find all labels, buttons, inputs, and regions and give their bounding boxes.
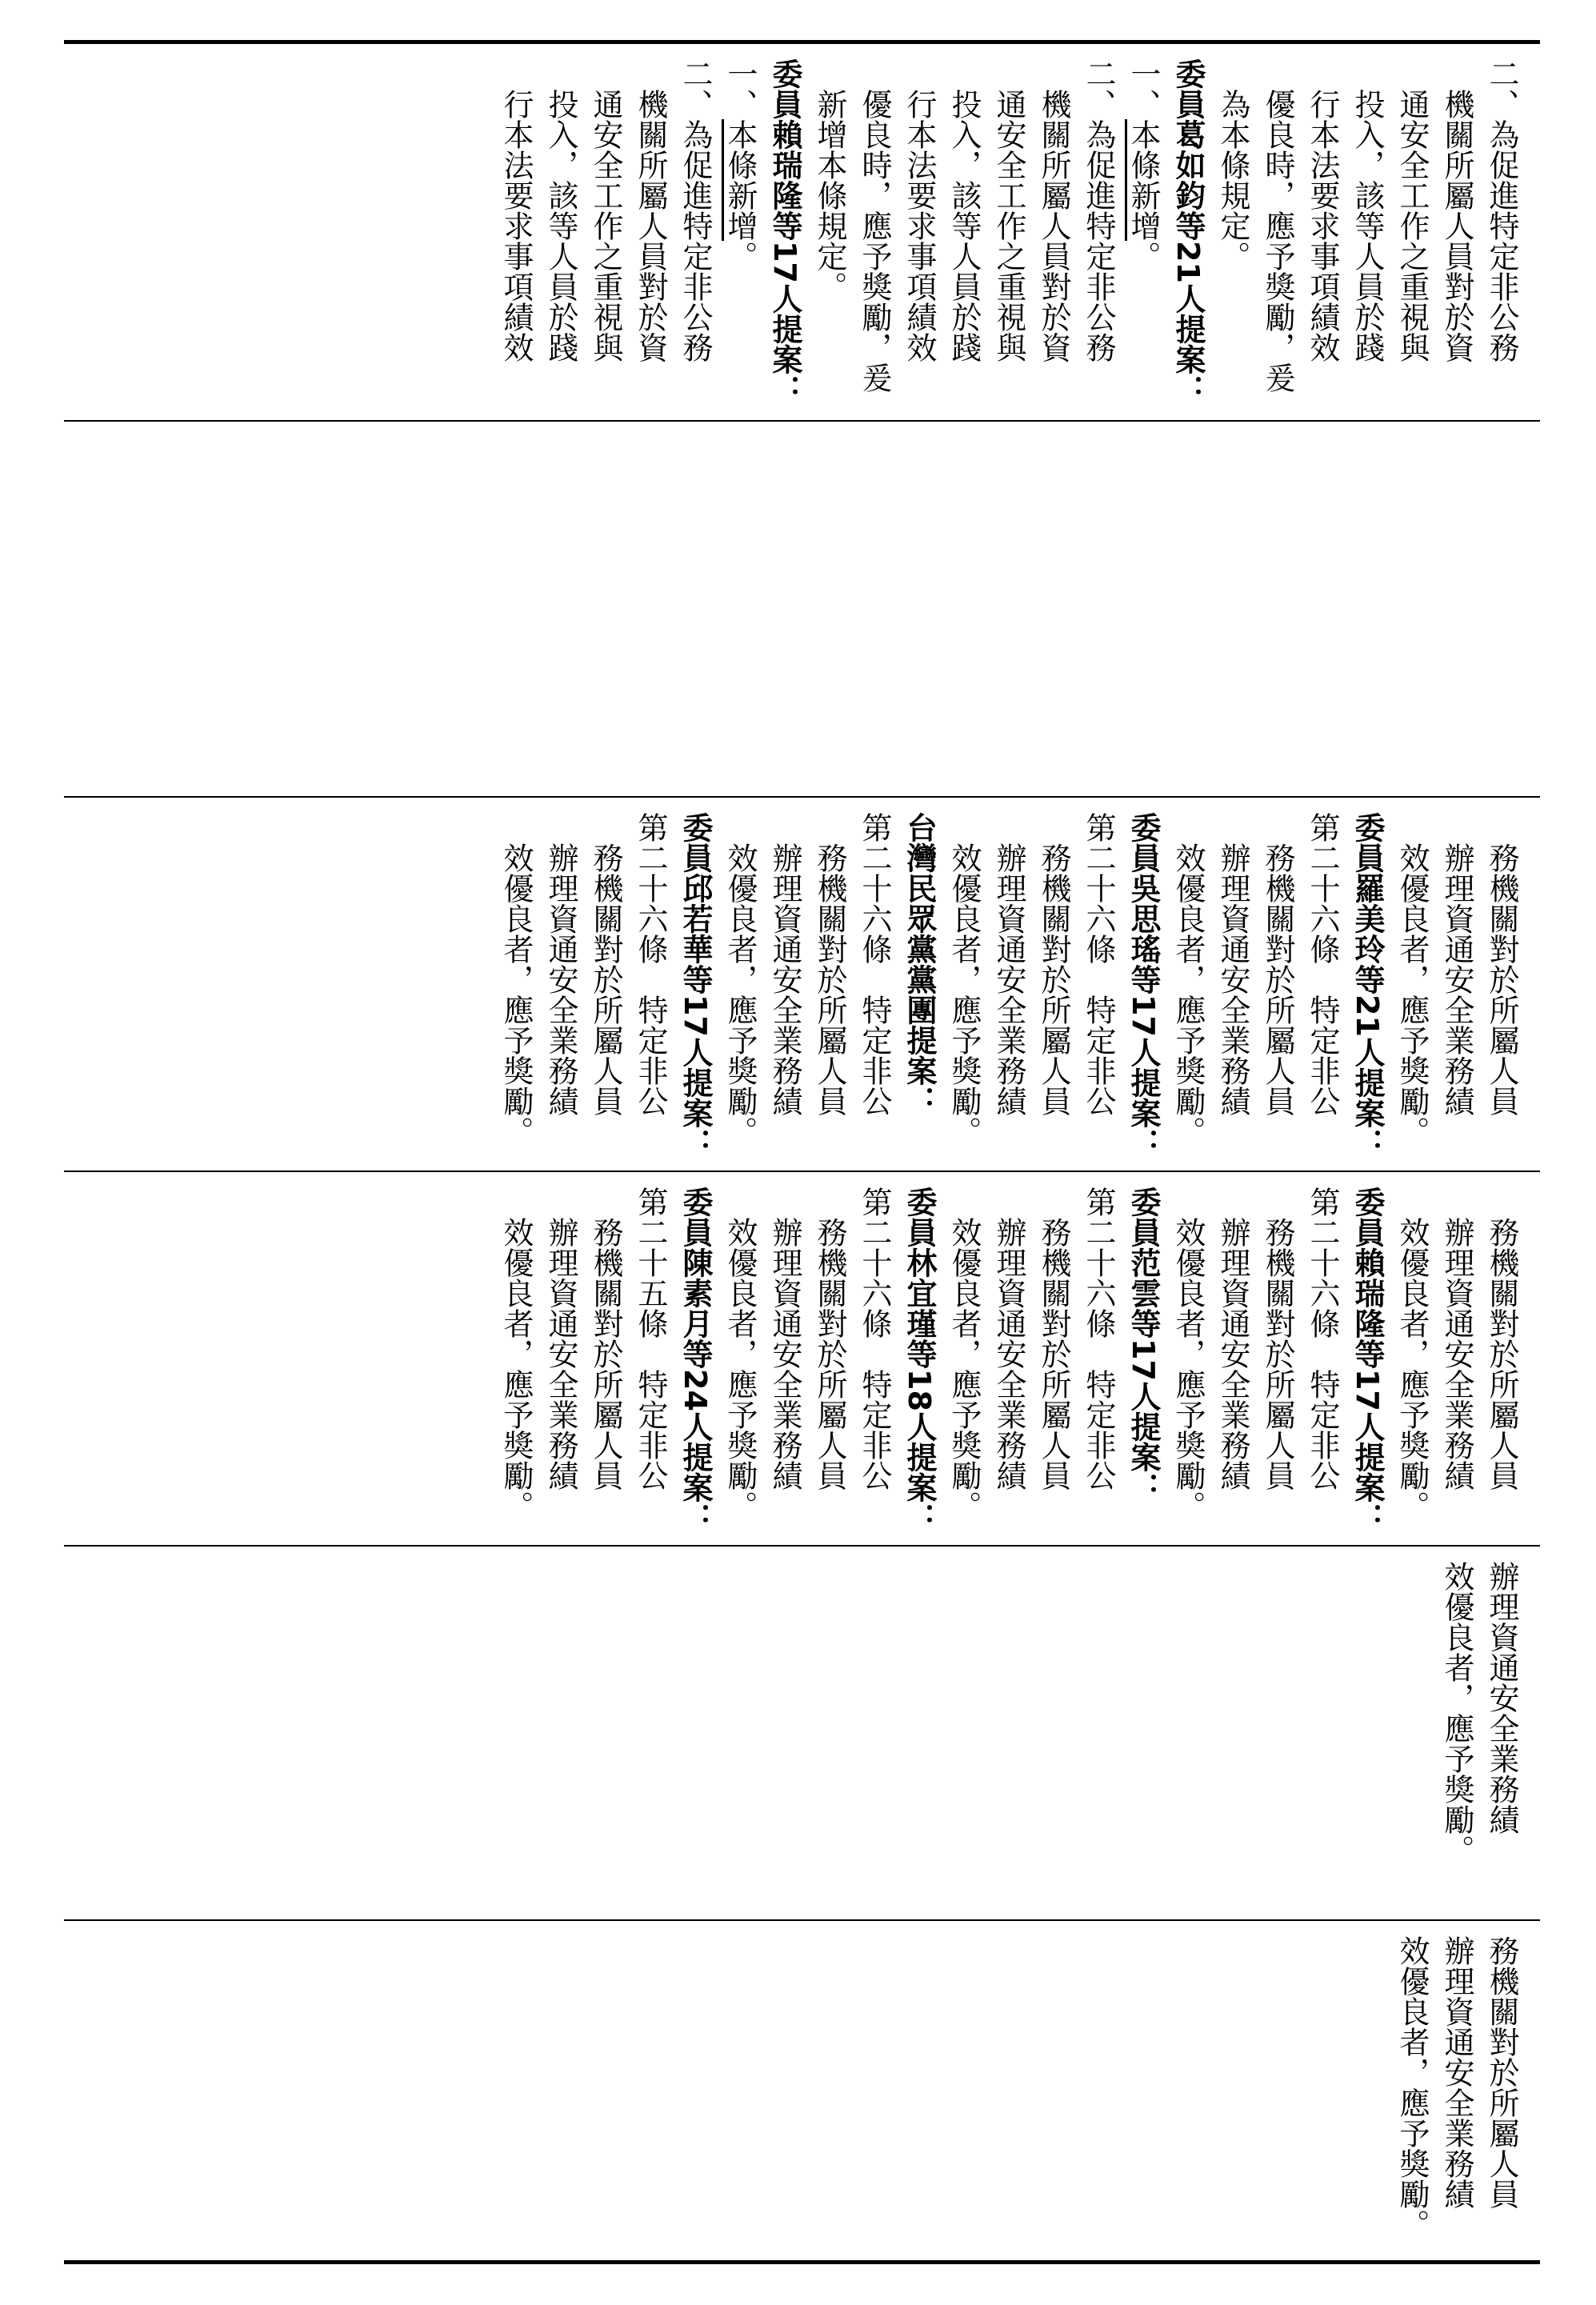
text-line: 辦理資通安全業務績 [543,1217,578,1491]
proposer-heading: 委員林宜瑾等18人提案： [902,1187,937,1533]
proposer-heading: 委員賴瑞隆等17人提案： [767,58,802,405]
item-suffix: 。 [722,241,758,271]
text-line: 務機關對於所屬人員 [1484,1935,1519,2209]
text-line: 二、為促進特定非公務 [1081,58,1116,362]
table-bottom-border [64,2260,1540,2264]
text-line: 辦理資通安全業務績 [991,1217,1026,1491]
text-line: 務機關對於所屬人員 [812,842,847,1116]
proposer-heading: 委員范雲等17人提案： [1126,1187,1161,1503]
text-line: 務機關對於所屬人員 [588,842,623,1116]
table-row-current-a [64,1547,1540,1919]
proposer-heading: 委員吳思瑤等17人提案： [1126,812,1161,1159]
text-line: 辦理資通安全業務績 [1439,1935,1474,2209]
text-line: 通安全工作之重視與 [1394,89,1430,362]
text-line: 辦理資通安全業務績 [1484,1561,1519,1835]
text-line: 效優良者，應予獎勵。 [498,1217,534,1521]
text-line: 機關所屬人員對於資 [633,89,668,362]
item-prefix: 一、 [722,58,758,119]
text-line: 效優良者，應予獎勵。 [1439,1561,1474,1865]
text-line: 辦理資通安全業務績 [767,1217,802,1491]
text-line: 通安全工作之重視與 [991,89,1026,362]
text-line: 效優良者，應予獎勵。 [946,1217,982,1521]
text-line: 辦理資通安全業務績 [1215,842,1250,1116]
text-line: 二、為促進特定非公務 [678,58,713,362]
table-row-explanation [64,44,1540,420]
article-line: 第二十六條 特定非公 [857,1187,892,1491]
text-line: 務機關對於所屬人員 [812,1217,847,1491]
text-line: 效優良者，應予獎勵。 [722,842,758,1146]
item-text: 本條新增 [722,119,758,241]
table-row-proposals-b [64,1172,1540,1545]
text-line: 投入，該等人員於踐 [1350,89,1385,362]
text-line: 效優良者，應予獎勵。 [498,842,534,1146]
text-line: 務機關對於所屬人員 [1036,842,1071,1116]
text-line: 務機關對於所屬人員 [1260,1217,1295,1491]
text-line: 效優良者，應予獎勵。 [722,1217,758,1521]
text-line: 辦理資通安全業務績 [1439,1217,1474,1491]
text-line: 效優良者，應予獎勵。 [1170,842,1206,1146]
text-line: 辦理資通安全業務績 [543,842,578,1116]
proposer-heading: 台灣民眾黨黨團提案： [902,812,937,1116]
text-line: 投入，該等人員於踐 [946,89,982,362]
article-line: 第二十六條 特定非公 [857,812,892,1116]
text-line: 優良時，應予獎勵，爰 [1260,89,1295,393]
text-line: 辦理資通安全業務績 [767,842,802,1116]
text-line: 辦理資通安全業務績 [1439,842,1474,1116]
text-line: 效優良者，應予獎勵。 [1394,1935,1430,2239]
proposer-heading: 委員賴瑞隆等17人提案： [1350,1187,1385,1533]
proposer-heading: 委員羅美玲等21人提案： [1350,812,1385,1159]
article-line: 第二十六條 特定非公 [633,812,668,1116]
text-line: 效優良者，應予獎勵。 [1394,1217,1430,1521]
text-line: 務機關對於所屬人員 [1260,842,1295,1116]
text-line: 行本法要求事項績效 [498,89,534,362]
item-line [718,58,762,406]
text-line: 行本法要求事項績效 [1305,89,1340,362]
article-line: 第二十五條 特定非公 [633,1187,668,1491]
text-line: 機關所屬人員對於資 [1439,89,1474,362]
text-line: 效優良者，應予獎勵。 [946,842,982,1146]
table-row-proposals-a [64,798,1540,1171]
table-row-empty [64,422,1540,796]
table-row-current-b [64,1921,1540,2260]
article-line: 第二十六條 特定非公 [1081,812,1116,1116]
article-line: 第二十六條 特定非公 [1305,1187,1340,1491]
proposer-heading: 委員陳素月等24人提案： [678,1187,713,1533]
text-line: 務機關對於所屬人員 [588,1217,623,1491]
text-line: 通安全工作之重視與 [588,89,623,362]
text-line: 辦理資通安全業務績 [991,842,1026,1116]
proposer-heading: 委員邱若華等17人提案： [678,812,713,1159]
text-line: 效優良者，應予獎勵。 [1170,1217,1206,1521]
text-line: 務機關對於所屬人員 [1036,1217,1071,1491]
text-line: 務機關對於所屬人員 [1484,1217,1519,1491]
proposer-heading: 委員葛如鈞等21人提案： [1170,58,1206,405]
item-line [1121,58,1166,406]
text-line: 為本條規定。 [1215,89,1250,271]
text-line: 二、為促進特定非公務 [1484,58,1519,362]
item-suffix: 。 [1126,241,1161,271]
text-line: 辦理資通安全業務績 [1215,1217,1250,1491]
item-text: 本條新增 [1126,119,1161,241]
text-line: 機關所屬人員對於資 [1036,89,1071,362]
article-line: 第二十六條 特定非公 [1305,812,1340,1116]
article-line: 第二十六條 特定非公 [1081,1187,1116,1491]
text-line: 投入，該等人員於踐 [543,89,578,362]
text-line: 優良時，應予獎勵，爰 [857,89,892,393]
item-prefix: 一、 [1126,58,1161,119]
text-line: 務機關對於所屬人員 [1484,842,1519,1116]
text-line: 效優良者，應予獎勵。 [1394,842,1430,1146]
text-line: 新增本條規定。 [812,89,847,302]
text-line: 行本法要求事項績效 [902,89,937,362]
